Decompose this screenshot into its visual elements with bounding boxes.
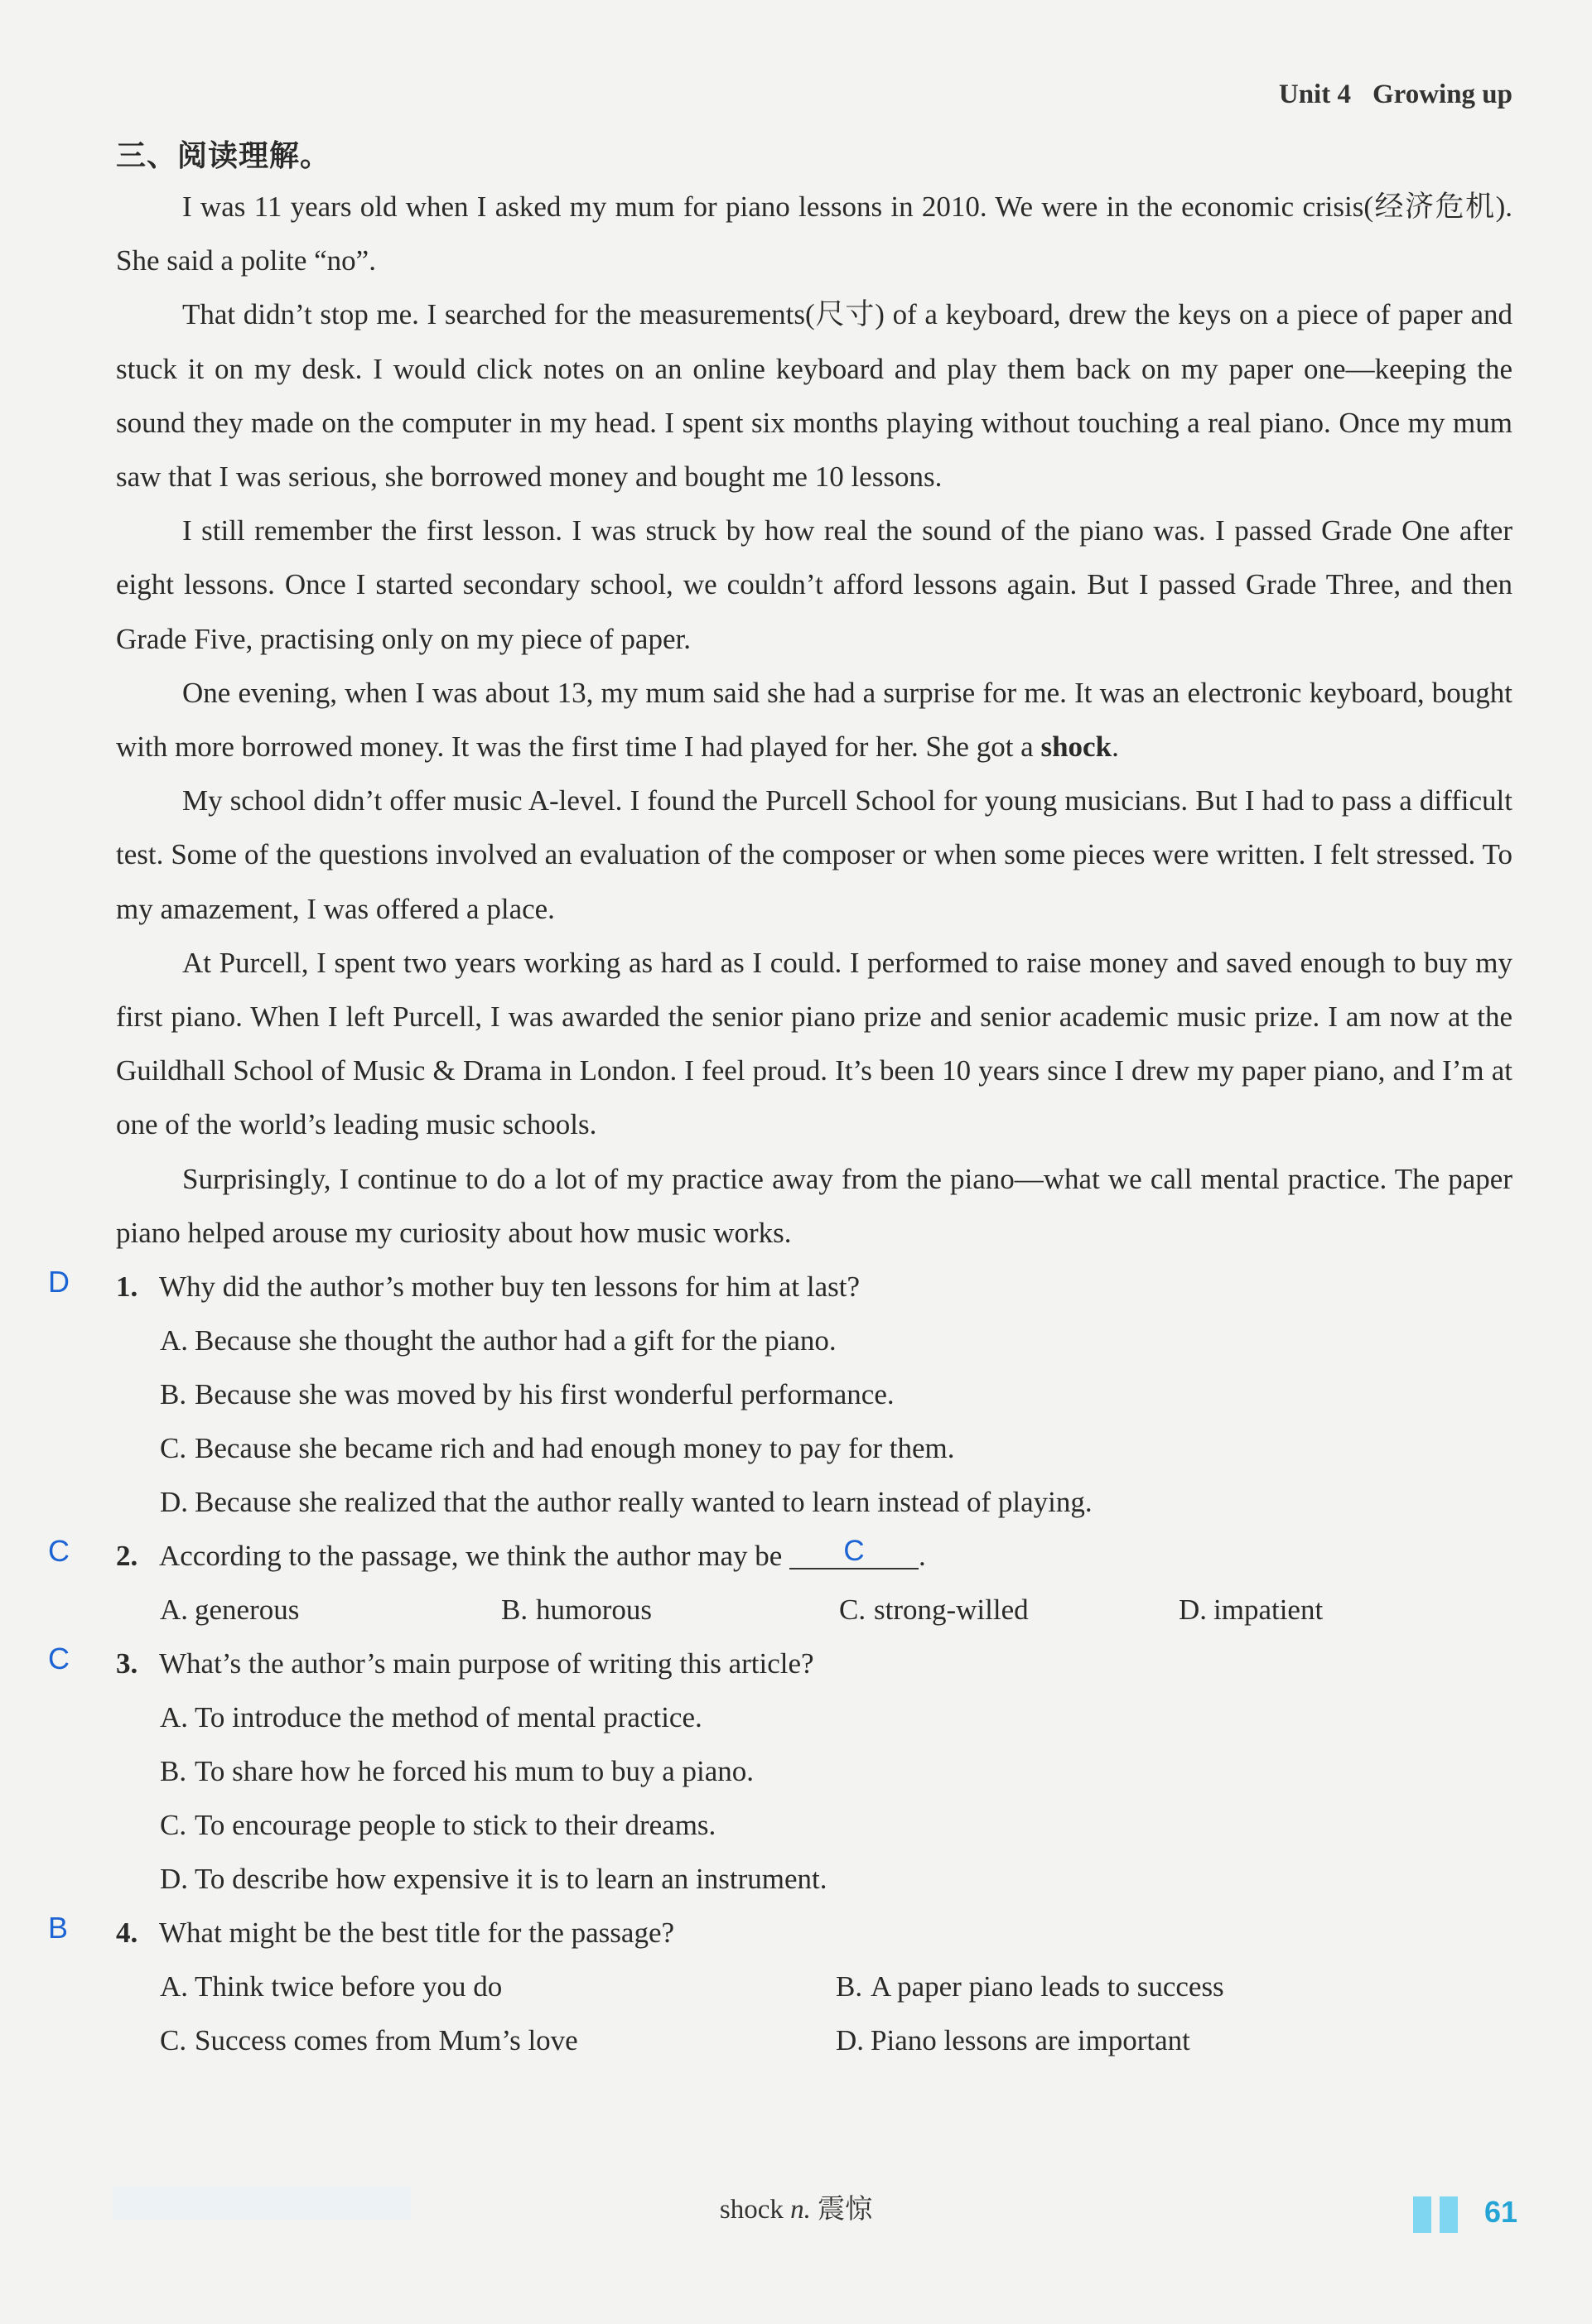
option-text: Think twice before you do	[195, 1970, 503, 2003]
question-2-options	[160, 1583, 1512, 1637]
question-1-text: Why did the author’s mother buy ten lessons for him at last?	[159, 1270, 860, 1304]
paragraph-4-end: .	[1112, 730, 1119, 764]
page-number: 61	[1484, 2195, 1518, 2229]
option-text: To encourage people to stick to their dreams.	[195, 1809, 716, 1842]
question-2-option-a	[160, 1583, 501, 1637]
handwritten-answer-2: C	[48, 1534, 70, 1569]
question-1-number: 1.	[116, 1270, 138, 1304]
option-letter: D.	[160, 1863, 189, 1896]
question-3-number: 3.	[116, 1647, 138, 1680]
question-4-options-row-2	[160, 2013, 1512, 2067]
section-title: 三、阅读理解。	[116, 139, 331, 172]
header-title: Growing up	[1372, 80, 1512, 109]
question-4-stem	[116, 1906, 1512, 1960]
question-3	[48, 1637, 1512, 1906]
option-letter: B.	[160, 1378, 187, 1411]
option-letter: C.	[160, 1432, 187, 1465]
question-4-options-row-1	[160, 1960, 1512, 2013]
question-3-option-a	[160, 1690, 1512, 1744]
question-4	[48, 1906, 1512, 2067]
option-text: impatient	[1213, 1594, 1324, 1627]
option-letter: B.	[501, 1594, 528, 1627]
question-3-option-b	[160, 1744, 1512, 1798]
question-2-text: According to the passage, we think the author may be	[159, 1540, 783, 1573]
option-letter: D.	[1179, 1594, 1208, 1627]
option-letter: A.	[160, 1970, 189, 2003]
option-text: A paper piano leads to success	[871, 1970, 1224, 2003]
question-4-option-a	[160, 1960, 836, 2013]
option-letter: C.	[160, 1809, 187, 1842]
option-text: Because she realized that the author really wanted to learn instead of playing.	[195, 1486, 1093, 1519]
option-letter: D.	[160, 1486, 189, 1519]
option-letter: A.	[160, 1594, 189, 1627]
handwritten-answer-1: D	[48, 1265, 70, 1299]
option-letter: B.	[160, 1755, 187, 1788]
question-2-option-d	[1179, 1583, 1323, 1637]
question-1	[48, 1260, 1512, 1529]
question-3-stem	[116, 1637, 1512, 1690]
question-1-option-a	[160, 1314, 1512, 1367]
question-4-text: What might be the best title for the passage?	[159, 1917, 675, 1950]
bar-2	[1440, 2196, 1458, 2233]
question-2	[48, 1529, 1512, 1637]
option-letter: C.	[839, 1594, 866, 1627]
question-2-stem	[116, 1529, 1512, 1583]
option-letter: A.	[160, 1701, 189, 1734]
question-2-option-b	[501, 1583, 839, 1637]
footnote-meaning: 震惊	[818, 2195, 873, 2225]
option-text: Because she was moved by his first wonderful performance.	[195, 1378, 895, 1411]
option-text: Because she became rich and had enough money to pay for them.	[195, 1432, 955, 1465]
running-header	[1279, 80, 1512, 110]
option-text: Because she thought the author had a gift for the piano.	[195, 1324, 837, 1357]
question-3-option-c	[160, 1798, 1512, 1852]
passage-paragraph-2: That didn’t stop me. I searched for the measurements(尺寸) of a keyboard, drew the keys on a piece of paper and stuck it on my desk. I would click notes on an online keyboard and play them back on my paper one—keeping the sound they made on the computer in my head. I spent six months playing without touching a real piano. Once my mum saw that I was serious, she borrowed money and bought me 10 lessons.	[116, 298, 1512, 494]
answer-blank[interactable]: C	[789, 1535, 919, 1569]
footnote-pos: n.	[790, 2195, 811, 2225]
question-1-option-d	[160, 1475, 1512, 1529]
passage-paragraph-1: I was 11 years old when I asked my mum for piano lessons in 2010. We were in the economic crisis(经济危机). She said a polite “no”.	[116, 190, 1512, 277]
bold-word-shock: shock	[1040, 730, 1112, 764]
option-text: Success comes from Mum’s love	[195, 2024, 578, 2057]
question-1-stem	[116, 1260, 1512, 1314]
question-4-option-c	[160, 2013, 836, 2067]
question-4-number: 4.	[116, 1917, 138, 1950]
header-unit: Unit 4	[1278, 80, 1351, 109]
question-4-option-b	[836, 1960, 1224, 2013]
passage-paragraph-5: My school didn’t offer music A-level. I found the Purcell School for young musicians. But I had to pass a difficult test. Some of the questions involved an evaluation of the composer or when some pieces were written. I felt stressed. To my amazement, I was offered a place.	[116, 784, 1512, 925]
option-text: humorous	[536, 1594, 652, 1627]
question-1-option-c	[160, 1421, 1512, 1475]
passage-paragraph-6: At Purcell, I spent two years working as hard as I could. I performed to raise money and saved enough to buy my first piano. When I left Purcell, I was awarded the senior piano prize and senior academic music prize. I am now at the Guildhall School of Music & Drama in London. I feel proud. It’s been 10 years since I drew my paper piano, and I’m at one of the world’s leading music schools.	[116, 946, 1512, 1141]
handwritten-answer-3: C	[48, 1642, 70, 1676]
option-text: To introduce the method of mental practice.	[195, 1701, 702, 1734]
question-4-option-d	[836, 2013, 1190, 2067]
question-2-option-c	[839, 1583, 1179, 1637]
option-text: To describe how expensive it is to learn an instrument.	[195, 1863, 827, 1896]
passage-paragraph-7: Surprisingly, I continue to do a lot of my practice away from the piano—what we call mental practice. The paper piano helped arouse my curiosity about how music works.	[116, 1162, 1512, 1249]
footnote-word: shock	[719, 2195, 784, 2225]
option-letter: C.	[160, 2024, 187, 2057]
question-2-end: .	[919, 1540, 926, 1573]
option-text: To share how he forced his mum to buy a piano.	[195, 1755, 755, 1788]
option-text: generous	[195, 1594, 300, 1627]
question-1-option-b	[160, 1367, 1512, 1421]
option-letter: D.	[836, 2024, 865, 2057]
main-content	[48, 133, 1512, 2067]
bar-1	[1413, 2196, 1431, 2233]
option-letter: B.	[836, 1970, 863, 2003]
passage-paragraph-3: I still remember the first lesson. I was struck by how real the sound of the piano was. I passed Grade One after eight lessons. Once I started secondary school, we couldn’t afford lessons again. But I passed Grade Three, and then Grade Five, practising only on my piece of paper.	[116, 514, 1512, 655]
option-letter: A.	[160, 1324, 189, 1357]
option-text: strong-willed	[874, 1594, 1029, 1627]
option-text: Piano lessons are important	[871, 2024, 1190, 2057]
page-number-bars-icon	[1413, 2196, 1458, 2233]
question-3-text: What’s the author’s main purpose of writing this article?	[159, 1647, 814, 1680]
footnote	[0, 2187, 1592, 2226]
handwritten-answer-4: B	[48, 1911, 69, 1946]
question-3-option-d	[160, 1852, 1512, 1906]
passage-paragraph-4	[116, 666, 1512, 774]
paragraph-4-text: One evening, when I was about 13, my mum said she had a surprise for me. It was an electronic keyboard, bought with more borrowed money. It was the first time I had played for her. She got a	[116, 676, 1512, 764]
question-2-number: 2.	[116, 1540, 138, 1573]
